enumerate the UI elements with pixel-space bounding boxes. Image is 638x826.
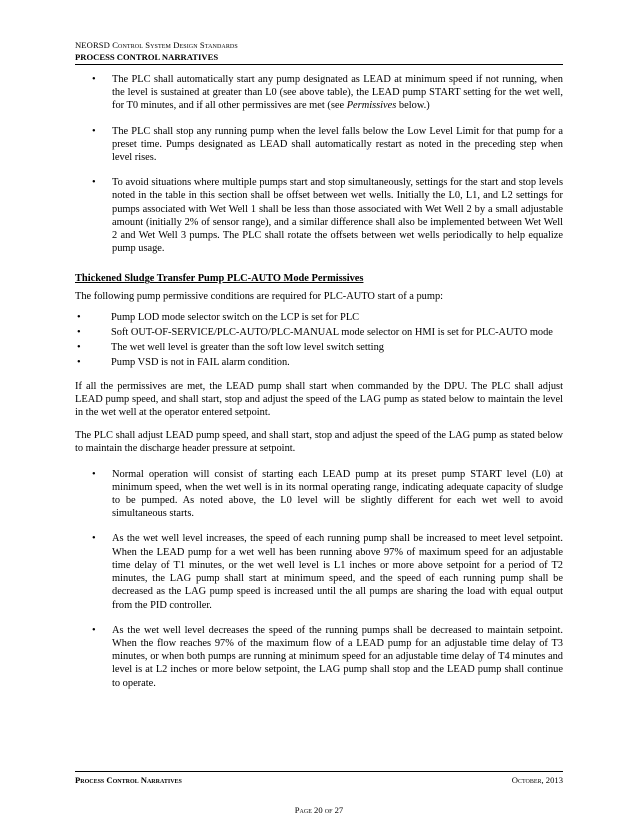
list-item: • Pump LOD mode selector switch on the LCP is set for PLC (75, 311, 563, 324)
footer-section-title: Process Control Narratives (75, 775, 182, 785)
header-standard-title: NEORSD Control System Design Standards (75, 40, 238, 50)
list-item: • Soft OUT-OF-SERVICE/PLC-AUTO/PLC-MANUAL mode selector on HMI is set for PLC-AUTO mode (75, 326, 563, 339)
permissives-list (75, 311, 563, 370)
header-section-title: PROCESS CONTROL NARRATIVES (75, 52, 219, 62)
footer-date: October, 2013 (511, 775, 563, 785)
section-heading: Thickened Sludge Transfer Pump PLC-AUTO Mode Permissives (75, 273, 364, 285)
list-item: • Normal operation will consist of starting each LEAD pump at its preset pump START level (L0) at minimum speed, when the wet well is in its normal operating range, indicating adequate capacity of sludge to be pumped. As noted above, the L0 level will be slightly different for each wet well to avoid simultaneous starts. (75, 468, 563, 521)
section-intro: The following pump permissive conditions are required for PLC-AUTO start of a pump: (75, 290, 444, 302)
list-item: • To avoid situations where multiple pumps start and stop simultaneously, settings for the start and stop levels noted in the table in this section shall be offset between wet wells. Initially the L0, L1, and L2 settings for pumps associated with Wet Well 1 shall be less than those associated with Wet Well 2 by a small adjustable amount (initially 2% of sensor range), and a similar difference shall also be implemented between Wet Well 2 and Wet Well 3 pumps. The PLC shall rotate the offsets between wet wells periodically to help equalize pump usage. (75, 176, 563, 255)
paragraph: The PLC shall adjust LEAD pump speed, and shall start, stop and adjust the speed of the LAG pump as stated below to maintain the discharge header pressure at setpoint. (75, 430, 563, 455)
header-rule (75, 64, 563, 65)
footer-rule (75, 771, 563, 772)
operation-list (75, 468, 563, 690)
list-item: • The PLC shall automatically start any pump designated as LEAD at minimum speed if not running, when the level is sustained at greater than L0 (see above table), the LEAD pump START setting for the wet well, for T0 minutes, and if all other permissives are met (see Permissives below.) (75, 73, 563, 113)
list-item: • The wet well level is greater than the soft low level switch setting (75, 341, 563, 354)
list-item: • Pump VSD is not in FAIL alarm condition. (75, 356, 563, 369)
list-item: • The PLC shall stop any running pump when the level falls below the Low Level Limit for that pump for a preset time. Pumps designated as LEAD shall automatically restart as noted in the preceding step when level rises. (75, 125, 563, 165)
pump-start-stop-list (75, 73, 563, 255)
document-body (75, 73, 563, 690)
page-number: Page 20 of 27 (294, 805, 344, 815)
list-item: • As the wet well level increases, the speed of each running pump shall be increased to meet level setpoint. When the LEAD pump for a wet well has been running above 97% of maximum speed for an adjustable time delay of T1 minutes, or the wet well level is L1 inches or more above setpoint for a period of T2 minutes, the LAG pump shall start at minimum speed, and the speed of each running pump shall be decreased as the LAG pump speed is increased until the all pumps are sharing the load with equal output from the PID controller. (75, 532, 563, 611)
paragraph: If all the permissives are met, the LEAD pump shall start when commanded by the DPU. The PLC shall adjust LEAD pump speed, and shall start, stop and adjust the speed of the LAG pump as stated below to maintain the level in the wet well at the operator entered setpoint. (75, 380, 563, 419)
list-item: • As the wet well level decreases the speed of the running pumps shall be decreased to maintain setpoint. When the flow reaches 97% of the maximum flow of a LEAD pump for an adjustable time delay of T3 minutes, or when both pumps are running at minimum speed for an adjustable time delay of T4 minutes and level is at L2 inches or more below setpoint, the LAG pump shall stop and the LEAD pump shall continue to operate. (75, 624, 563, 690)
